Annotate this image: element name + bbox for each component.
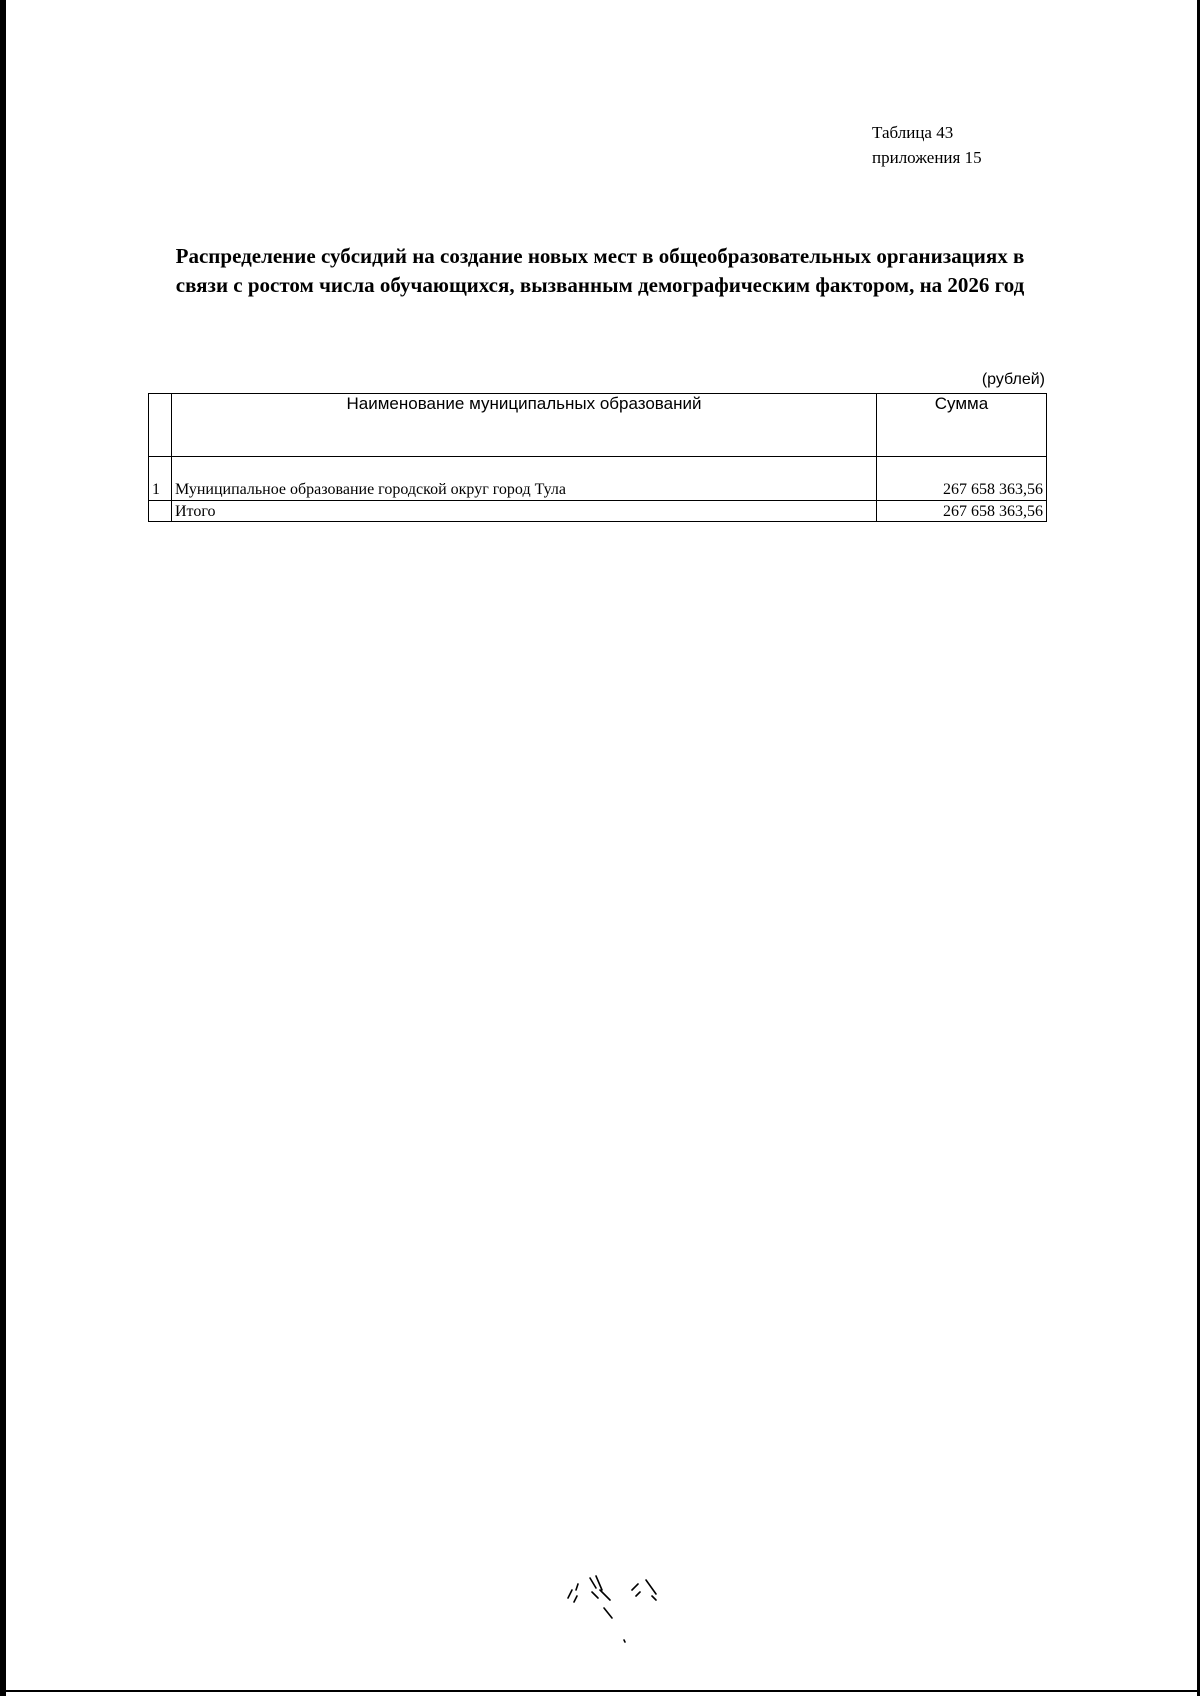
table-row [149, 457, 1047, 501]
appendix-number: приложения 15 [872, 148, 982, 167]
header-sum: Сумма [877, 394, 1047, 457]
scan-edge-bottom [0, 1690, 1200, 1692]
document-title-line-2: связи с ростом числа обучающихся, вызванным демографическим фактором, на 2026 год [175, 273, 1025, 297]
total-label: Итого [172, 501, 877, 522]
table-number: Таблица 43 [872, 123, 954, 142]
table-reference [872, 120, 982, 170]
total-sum: 267 658 363,56 [877, 501, 1047, 522]
signature-marks [560, 1560, 690, 1650]
row-sum: 267 658 363,56 [877, 457, 1047, 501]
subsidy-table [148, 393, 1047, 522]
municipality-name: Муниципальное образование городской округ город Тула [172, 457, 877, 501]
document-title-line-1: Распределение субсидий на создание новых мест в общеобразовательных организациях в [175, 244, 1025, 268]
row-number: 1 [149, 457, 172, 501]
table-header-row [149, 394, 1047, 457]
total-row [149, 501, 1047, 522]
document-title [150, 242, 1050, 300]
header-num [149, 394, 172, 457]
scan-edge-left [0, 0, 6, 1696]
header-municipality-name: Наименование муниципальных образований [172, 394, 877, 457]
total-num-cell [149, 501, 172, 522]
units-label: (рублей) [981, 371, 1045, 388]
